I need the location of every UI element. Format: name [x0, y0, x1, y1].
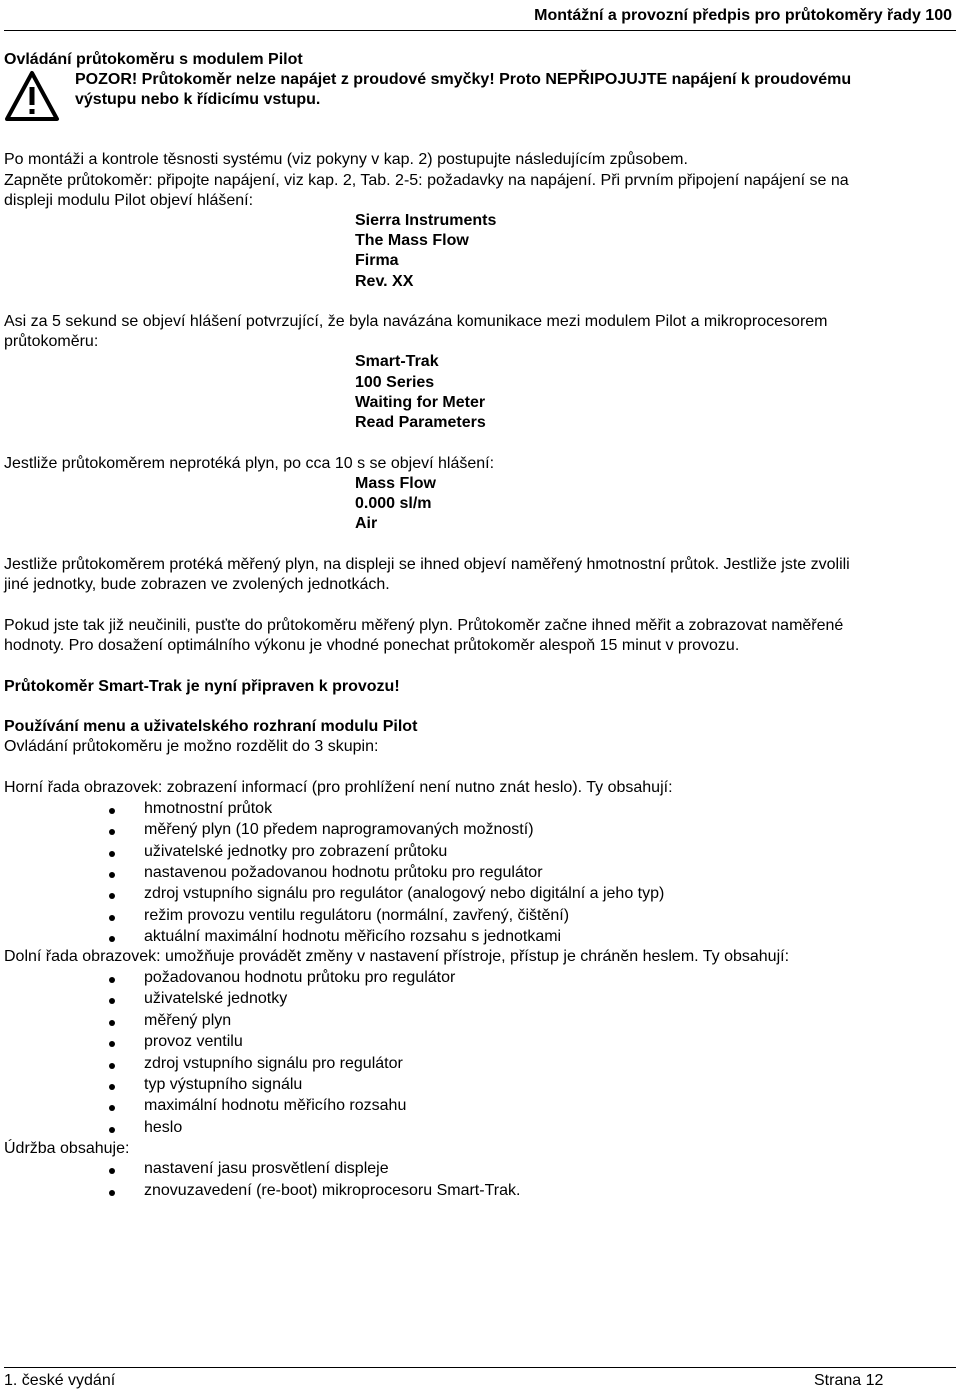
footer-page-number: Strana 12 — [814, 1372, 884, 1389]
display-message-line: Waiting for Meter — [355, 394, 486, 411]
para4-line2: jiné jednotky, bude zobrazen ve zvolených jednotkách. — [4, 576, 390, 593]
bullet-icon — [109, 1168, 115, 1174]
section-title-pilot: Ovládání průtokoměru s modulem Pilot — [4, 51, 303, 68]
list-item: nastavení jasu prosvětlení displeje — [144, 1160, 389, 1177]
para5-line1: Pokud jste tak již neučinili, pusťte do průtokoměru měřený plyn. Průtokoměr začne ihned měřit a zobrazovat naměřené — [4, 617, 844, 634]
display-message-line: Mass Flow — [355, 475, 436, 492]
bullet-icon — [109, 1105, 115, 1111]
warning-text-line2: výstupu nebo k řídicímu vstupu. — [75, 91, 321, 108]
list-item: měřený plyn — [144, 1011, 232, 1029]
list-item: typ výstupního signálu — [144, 1076, 303, 1093]
display-message-line: Firma — [355, 252, 399, 269]
display-message-line: Rev. XX — [355, 273, 414, 290]
bullet-icon — [109, 1127, 115, 1133]
para1-line1: Po montáži a kontrole těsnosti systému (viz pokyny v kap. 2) postupujte následujícím způsobem. — [4, 151, 688, 168]
list-item: uživatelské jednotky — [144, 990, 288, 1008]
warning-text-line1: POZOR! Průtokoměr nelze napájet z proudové smyčky! Proto NEPŘIPOJUJTE napájení k proudovému — [75, 71, 852, 88]
display-message-line: The Mass Flow — [355, 232, 469, 249]
list-item: uživatelské jednotky pro zobrazení průtoku — [144, 842, 448, 860]
list-item: požadovanou hodnotu průtoku pro regulátor — [144, 969, 456, 986]
list-item: znovuzavedení (re-boot) mikroprocesoru Smart-Trak. — [144, 1181, 521, 1199]
bullet-icon — [109, 808, 115, 814]
section-title-menu: Používání menu a uživatelského rozhraní modulu Pilot — [4, 718, 418, 735]
bullet-icon — [109, 936, 115, 942]
page-header-title: Montážní a provozní předpis pro průtokoměry řady 100 — [534, 7, 952, 24]
bullet-icon — [109, 1084, 115, 1090]
list-item: maximální hodnotu měřicího rozsahu — [144, 1097, 407, 1115]
para1-line3: displeji modulu Pilot objeví hlášení: — [4, 192, 254, 209]
warning-triangle-icon — [4, 70, 60, 122]
para1-line2: Zapněte průtokoměr: připojte napájení, viz kap. 2, Tab. 2-5: požadavky na napájení. Při prvním připojení napájení se na — [4, 172, 849, 189]
display-message-line: Read Parameters — [355, 414, 486, 431]
para2-line2: průtokoměru: — [4, 333, 99, 350]
bullet-icon — [109, 851, 115, 857]
lower-screens-intro: Dolní řada obrazovek: umožňuje provádět změny v nastavení přístroje, přístup je chráněn heslem. Ty obsahují: — [4, 948, 790, 965]
bullet-icon — [109, 893, 115, 899]
list-item: zdroj vstupního signálu pro regulátor (analogový nebo digitální a jeho typ) — [144, 885, 665, 903]
bullet-icon — [109, 915, 115, 921]
para2-line1: Asi za 5 sekund se objeví hlášení potvrzující, že byla navázána komunikace mezi modulem Pilot a mikroprocesorem — [4, 313, 828, 330]
list-item: aktuální maximální hodnotu měřicího rozsahu s jednotkami — [144, 927, 562, 945]
display-message-line: Air — [355, 515, 378, 532]
para5-line2: hodnoty. Pro dosažení optimálního výkonu je vhodné ponechat průtokoměr alespoň 15 minut v provozu. — [4, 637, 740, 654]
bullet-icon — [109, 872, 115, 878]
bullet-icon — [109, 1041, 115, 1047]
list-item: měřený plyn (10 předem naprogramovaných možností) — [144, 821, 534, 839]
display-message-line: Smart-Trak — [355, 353, 439, 370]
para3-line1: Jestliže průtokoměrem neprotéká plyn, po cca 10 s se objeví hlášení: — [4, 455, 495, 472]
list-item: nastavenou požadovanou hodnotu průtoku pro regulátor — [144, 863, 543, 881]
display-message-line: 100 Series — [355, 374, 435, 391]
section-menu-intro: Ovládání průtokoměru je možno rozdělit do 3 skupin: — [4, 738, 379, 755]
list-item: zdroj vstupního signálu pro regulátor — [144, 1054, 403, 1072]
bullet-icon — [109, 977, 115, 983]
upper-screens-intro: Horní řada obrazovek: zobrazení informací (pro prohlížení není nutno znát heslo). Ty obsahují: — [4, 779, 673, 796]
display-message-line: 0.000 sl/m — [355, 495, 432, 512]
para4-line1: Jestliže průtokoměrem protéká měřený plyn, na displeji se ihned objeví naměřený hmotnostní průtok. Jestliže jste zvolili — [4, 556, 850, 573]
list-item: režim provozu ventilu regulátoru (normální, zavřený, čištění) — [144, 906, 570, 924]
bullet-icon — [109, 998, 115, 1004]
maintenance-intro: Údržba obsahuje: — [4, 1140, 130, 1157]
list-item: hmotnostní průtok — [144, 800, 273, 817]
ready-statement: Průtokoměr Smart-Trak je nyní připraven k provozu! — [4, 678, 400, 695]
list-item: provoz ventilu — [144, 1033, 243, 1051]
header-rule — [4, 30, 956, 31]
display-message-line: Sierra Instruments — [355, 212, 497, 229]
bullet-icon — [109, 1063, 115, 1069]
bullet-icon — [109, 829, 115, 835]
bullet-icon — [109, 1020, 115, 1026]
footer-edition: 1. české vydání — [4, 1372, 116, 1389]
bullet-icon — [109, 1190, 115, 1196]
list-item: heslo — [144, 1118, 183, 1136]
footer-rule — [4, 1367, 956, 1368]
